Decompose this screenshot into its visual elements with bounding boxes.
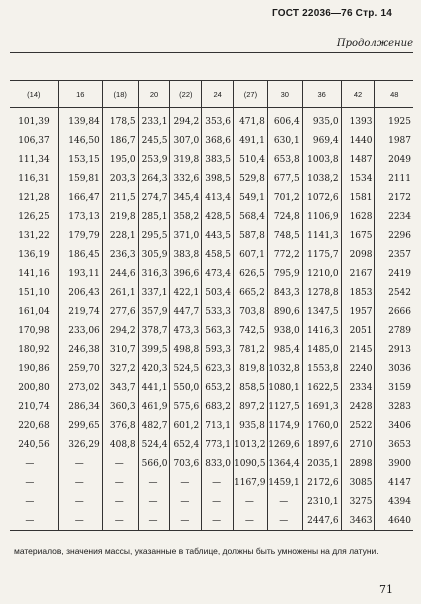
- table-cell: 473,4: [202, 264, 234, 283]
- table-cell: —: [25, 496, 35, 507]
- table-cell: —: [25, 477, 35, 488]
- table-row: [10, 321, 413, 340]
- table-cell: 701,2: [267, 188, 302, 207]
- table-cell: 2710: [341, 435, 375, 454]
- table-cell: 179,79: [58, 226, 102, 245]
- table-cell: 575,6: [170, 397, 202, 416]
- table-row: [10, 131, 413, 150]
- table-cell: 186,7: [102, 131, 138, 150]
- table-row: [10, 511, 413, 531]
- table-cell: 935,8: [234, 416, 268, 435]
- table-cell: 1897,6: [302, 435, 341, 454]
- page-header: [0, 8, 421, 24]
- table-cell: 106,37: [18, 135, 50, 146]
- table-cell: 371,0: [170, 226, 202, 245]
- table-cell: —: [138, 511, 170, 531]
- table-cell: 139,84: [58, 108, 102, 132]
- table-cell: 563,3: [202, 321, 234, 340]
- table-cell: —: [58, 454, 102, 473]
- table-cell: 2172,6: [302, 473, 341, 492]
- table-cell: 285,1: [138, 207, 170, 226]
- table-cell: 3463: [341, 511, 375, 531]
- table-cell: 4394: [375, 492, 413, 511]
- table-cell: 159,81: [58, 169, 102, 188]
- table-cell: 665,2: [234, 283, 268, 302]
- table-cell: 210,74: [18, 401, 50, 412]
- table-cell: 1957: [341, 302, 375, 321]
- table-cell: 458,5: [202, 245, 234, 264]
- table-cell: —: [10, 511, 58, 531]
- table-cell: 413,4: [202, 188, 234, 207]
- table-cell: —: [267, 492, 302, 511]
- table-cell: 193,11: [58, 264, 102, 283]
- table-cell: 3900: [375, 454, 413, 473]
- table-cell: 1167,9: [234, 473, 268, 492]
- table-body: [10, 108, 413, 531]
- table-cell: 146,50: [58, 131, 102, 150]
- table-cell: 420,3: [138, 359, 170, 378]
- table-cell: 1553,8: [302, 359, 341, 378]
- table-cell: 294,2: [170, 108, 202, 132]
- page-number: 71: [379, 583, 393, 596]
- table-cell: 190,86: [18, 363, 50, 374]
- table-cell: 259,70: [58, 359, 102, 378]
- table-cell: 180,92: [18, 344, 50, 355]
- table-row: [10, 150, 413, 169]
- table-cell: 1487: [341, 150, 375, 169]
- table-cell: 1485,0: [302, 340, 341, 359]
- table-cell: 383,8: [170, 245, 202, 264]
- column-header: 24: [202, 81, 234, 108]
- table-cell: 748,5: [267, 226, 302, 245]
- table-cell: 4640: [375, 511, 413, 531]
- table-cell: 3036: [375, 359, 413, 378]
- table-row: [10, 359, 413, 378]
- table-cell: 358,2: [170, 207, 202, 226]
- table-cell: 299,65: [58, 416, 102, 435]
- table-row: [10, 245, 413, 264]
- table-cell: 2913: [375, 340, 413, 359]
- table-cell: 1581: [341, 188, 375, 207]
- column-header: (14): [10, 81, 58, 108]
- table-cell: 653,8: [267, 150, 302, 169]
- table-cell: —: [102, 454, 138, 473]
- table-cell: 2310,1: [302, 492, 341, 511]
- column-header: (18): [102, 81, 138, 108]
- table-cell: 897,2: [234, 397, 268, 416]
- table-cell: 383,5: [202, 150, 234, 169]
- table-cell: 549,1: [234, 188, 268, 207]
- table-cell: 305,9: [138, 245, 170, 264]
- table-cell: 2357: [375, 245, 413, 264]
- table-cell: 1393: [341, 108, 375, 132]
- table-cell: 2447,6: [302, 511, 341, 531]
- table-cell: 422,1: [170, 283, 202, 302]
- table-cell: 219,8: [102, 207, 138, 226]
- table-cell: 566,0: [138, 454, 170, 473]
- table-cell: —: [102, 492, 138, 511]
- table-cell: —: [102, 511, 138, 531]
- table-row: [10, 302, 413, 321]
- table-cell: 461,9: [138, 397, 170, 416]
- table-header-row: [10, 81, 413, 108]
- table-cell: 136,19: [18, 249, 50, 260]
- table-cell: 1416,3: [302, 321, 341, 340]
- table-cell: 1141,3: [302, 226, 341, 245]
- table-cell: 357,9: [138, 302, 170, 321]
- table-cell: 1347,5: [302, 302, 341, 321]
- table-cell: 398,5: [202, 169, 234, 188]
- table-cell: 1106,9: [302, 207, 341, 226]
- table-cell: 2049: [375, 150, 413, 169]
- table-cell: 503,4: [202, 283, 234, 302]
- table-cell: 294,2: [102, 321, 138, 340]
- table-cell: 399,5: [138, 340, 170, 359]
- table-cell: 274,7: [138, 188, 170, 207]
- table-cell: 206,43: [58, 283, 102, 302]
- table-cell: 3085: [341, 473, 375, 492]
- table-cell: 1364,4: [267, 454, 302, 473]
- table-cell: —: [170, 473, 202, 492]
- table-cell: —: [170, 492, 202, 511]
- table-row: [10, 473, 413, 492]
- table-cell: 858,5: [234, 378, 268, 397]
- table-cell: 186,45: [58, 245, 102, 264]
- table-cell: 1174,9: [267, 416, 302, 435]
- table-cell: 286,34: [58, 397, 102, 416]
- table-cell: 498,8: [170, 340, 202, 359]
- table-cell: 524,4: [138, 435, 170, 454]
- table-row: [10, 416, 413, 435]
- table-cell: 261,1: [102, 283, 138, 302]
- table-row: [10, 169, 413, 188]
- table-cell: 524,5: [170, 359, 202, 378]
- table-cell: 626,5: [234, 264, 268, 283]
- table-row: [10, 435, 413, 454]
- table-cell: 203,3: [102, 169, 138, 188]
- table-cell: 2522: [341, 416, 375, 435]
- table-row: [10, 226, 413, 245]
- table-cell: 781,2: [234, 340, 268, 359]
- table-cell: 327,2: [102, 359, 138, 378]
- table-row: [10, 397, 413, 416]
- table-cell: 378,7: [138, 321, 170, 340]
- table-cell: 652,4: [170, 435, 202, 454]
- table-cell: 220,68: [18, 420, 50, 431]
- table-cell: 795,9: [267, 264, 302, 283]
- table-cell: 443,5: [202, 226, 234, 245]
- table-cell: 529,8: [234, 169, 268, 188]
- table-cell: 935,0: [302, 108, 341, 132]
- table-cell: 408,8: [102, 435, 138, 454]
- table-cell: 200,80: [18, 382, 50, 393]
- table-cell: 1622,5: [302, 378, 341, 397]
- table-cell: 233,06: [58, 321, 102, 340]
- table-cell: 2035,1: [302, 454, 341, 473]
- table-cell: 587,8: [234, 226, 268, 245]
- mass-table: [10, 80, 413, 531]
- table-cell: —: [267, 511, 302, 531]
- table-cell: 1038,2: [302, 169, 341, 188]
- table-cell: —: [25, 458, 35, 469]
- table-cell: 1269,6: [267, 435, 302, 454]
- table-cell: 890,6: [267, 302, 302, 321]
- table-cell: 533,3: [202, 302, 234, 321]
- table-row: [10, 188, 413, 207]
- table-cell: 253,9: [138, 150, 170, 169]
- table-cell: 2145: [341, 340, 375, 359]
- table-cell: 345,4: [170, 188, 202, 207]
- table-cell: 742,5: [234, 321, 268, 340]
- column-header: 20: [138, 81, 170, 108]
- table-cell: —: [202, 511, 234, 531]
- table-cell: 1175,7: [302, 245, 341, 264]
- table-cell: 1675: [341, 226, 375, 245]
- table-cell: 307,0: [170, 131, 202, 150]
- table-cell: 173,13: [58, 207, 102, 226]
- table-cell: 2111: [375, 169, 413, 188]
- table-cell: 938,0: [267, 321, 302, 340]
- table-cell: 3653: [375, 435, 413, 454]
- table-cell: 2098: [341, 245, 375, 264]
- table-cell: 703,8: [234, 302, 268, 321]
- table-cell: 3159: [375, 378, 413, 397]
- table-cell: —: [170, 511, 202, 531]
- table-cell: 606,4: [267, 108, 302, 132]
- table-row: [10, 264, 413, 283]
- table-cell: 3283: [375, 397, 413, 416]
- table-cell: 1210,0: [302, 264, 341, 283]
- table-cell: 2051: [341, 321, 375, 340]
- table-cell: —: [234, 511, 268, 531]
- table-cell: —: [138, 473, 170, 492]
- table-cell: 593,3: [202, 340, 234, 359]
- table-cell: 240,56: [18, 439, 50, 450]
- table-cell: 2789: [375, 321, 413, 340]
- table-cell: 236,3: [102, 245, 138, 264]
- table-cell: —: [234, 492, 268, 511]
- table-cell: 683,2: [202, 397, 234, 416]
- table-cell: 1072,6: [302, 188, 341, 207]
- table-cell: 2666: [375, 302, 413, 321]
- table-cell: 1691,3: [302, 397, 341, 416]
- table-cell: 473,3: [170, 321, 202, 340]
- table-cell: —: [138, 492, 170, 511]
- table-cell: 332,6: [170, 169, 202, 188]
- column-header: 36: [302, 81, 341, 108]
- table-cell: 244,6: [102, 264, 138, 283]
- table-cell: 166,47: [58, 188, 102, 207]
- table-cell: 1987: [375, 131, 413, 150]
- table-cell: 353,6: [202, 108, 234, 132]
- table-cell: 607,1: [234, 245, 268, 264]
- table-cell: 246,38: [58, 340, 102, 359]
- table-cell: 211,5: [102, 188, 138, 207]
- table-cell: 677,5: [267, 169, 302, 188]
- table-cell: 310,7: [102, 340, 138, 359]
- table-cell: 277,6: [102, 302, 138, 321]
- table-cell: 131,22: [18, 230, 50, 241]
- table-cell: 623,3: [202, 359, 234, 378]
- column-header: (27): [234, 81, 268, 108]
- table-cell: 316,3: [138, 264, 170, 283]
- table-cell: 2296: [375, 226, 413, 245]
- table-cell: 2542: [375, 283, 413, 302]
- column-header: 48: [375, 81, 413, 108]
- table-cell: 1760,0: [302, 416, 341, 435]
- table-cell: 724,8: [267, 207, 302, 226]
- table-cell: 447,7: [170, 302, 202, 321]
- table-cell: 2167: [341, 264, 375, 283]
- table-cell: 2240: [341, 359, 375, 378]
- table-cell: 471,8: [234, 108, 268, 132]
- table-cell: 1853: [341, 283, 375, 302]
- table-row: [10, 108, 413, 132]
- table-row: [10, 283, 413, 302]
- table-cell: 482,7: [138, 416, 170, 435]
- table-cell: 703,6: [170, 454, 202, 473]
- table-cell: 819,8: [234, 359, 268, 378]
- footnote-text: материалов, значения массы, указанные в таблице, должны быть умножены на для латуни.: [14, 546, 379, 556]
- table-cell: 121,28: [18, 192, 50, 203]
- table-cell: 126,25: [18, 211, 50, 222]
- table-cell: 773,1: [202, 435, 234, 454]
- table-cell: 1628: [341, 207, 375, 226]
- table-cell: 178,5: [102, 108, 138, 132]
- table-cell: 843,3: [267, 283, 302, 302]
- table-cell: 326,29: [58, 435, 102, 454]
- table-row: [10, 378, 413, 397]
- table-cell: 343,7: [102, 378, 138, 397]
- continuation-label: Продолжение: [336, 38, 413, 49]
- table-cell: 1003,8: [302, 150, 341, 169]
- table-cell: 428,5: [202, 207, 234, 226]
- table-cell: 772,2: [267, 245, 302, 264]
- table-cell: 295,5: [138, 226, 170, 245]
- table-row: [10, 454, 413, 473]
- table-cell: 1534: [341, 169, 375, 188]
- table-cell: 337,1: [138, 283, 170, 302]
- table-cell: 630,1: [267, 131, 302, 150]
- table-cell: 111,34: [18, 154, 50, 165]
- table-cell: 153,15: [58, 150, 102, 169]
- table-cell: 1032,8: [267, 359, 302, 378]
- table-cell: 360,3: [102, 397, 138, 416]
- column-header: 30: [267, 81, 302, 108]
- table-cell: 264,3: [138, 169, 170, 188]
- table-cell: 2898: [341, 454, 375, 473]
- table-cell: 969,4: [302, 131, 341, 150]
- table-cell: 985,4: [267, 340, 302, 359]
- table-cell: 116,31: [18, 173, 50, 184]
- table-cell: 568,4: [234, 207, 268, 226]
- table-cell: 2234: [375, 207, 413, 226]
- table-cell: 141,16: [18, 268, 50, 279]
- table-cell: 161,04: [18, 306, 50, 317]
- table-cell: 2428: [341, 397, 375, 416]
- table-cell: 1080,1: [267, 378, 302, 397]
- table-cell: 833,0: [202, 454, 234, 473]
- table-cell: 195,0: [102, 150, 138, 169]
- table-cell: 713,1: [202, 416, 234, 435]
- table-cell: 319,8: [170, 150, 202, 169]
- table-cell: 3275: [341, 492, 375, 511]
- top-rule: [10, 52, 413, 53]
- table-cell: 3406: [375, 416, 413, 435]
- table-cell: 653,2: [202, 378, 234, 397]
- table-cell: 601,2: [170, 416, 202, 435]
- table-cell: 1459,1: [267, 473, 302, 492]
- table-cell: 1925: [375, 108, 413, 132]
- column-header: 16: [58, 81, 102, 108]
- standard-designation: ГОСТ 22036—76 Стр. 14: [272, 8, 392, 19]
- column-header: (22): [170, 81, 202, 108]
- table-row: [10, 340, 413, 359]
- table-row: [10, 207, 413, 226]
- table-cell: 273,02: [58, 378, 102, 397]
- table-cell: 550,0: [170, 378, 202, 397]
- table-cell: 368,6: [202, 131, 234, 150]
- table-cell: —: [102, 473, 138, 492]
- table-cell: 219,74: [58, 302, 102, 321]
- table-cell: 233,1: [138, 108, 170, 132]
- table-cell: 101,39: [18, 116, 50, 127]
- table-cell: 510,4: [234, 150, 268, 169]
- column-header: 42: [341, 81, 375, 108]
- table-cell: 1127,5: [267, 397, 302, 416]
- table-cell: 1090,5: [234, 454, 268, 473]
- table-cell: 170,98: [18, 325, 50, 336]
- table-cell: 245,5: [138, 131, 170, 150]
- table-cell: 2419: [375, 264, 413, 283]
- table-cell: —: [202, 492, 234, 511]
- table-cell: —: [202, 473, 234, 492]
- table-cell: 441,1: [138, 378, 170, 397]
- table-cell: —: [58, 473, 102, 492]
- table-cell: —: [58, 492, 102, 511]
- table-cell: 2172: [375, 188, 413, 207]
- table-cell: —: [58, 511, 102, 531]
- table-cell: 491,1: [234, 131, 268, 150]
- table-cell: 1278,8: [302, 283, 341, 302]
- table-cell: 1013,2: [234, 435, 268, 454]
- table-cell: 151,10: [18, 287, 50, 298]
- table-row: [10, 492, 413, 511]
- table-cell: 4147: [375, 473, 413, 492]
- table-cell: 228,1: [102, 226, 138, 245]
- table-cell: 1440: [341, 131, 375, 150]
- table-cell: 2334: [341, 378, 375, 397]
- table-cell: 396,6: [170, 264, 202, 283]
- table-cell: 376,8: [102, 416, 138, 435]
